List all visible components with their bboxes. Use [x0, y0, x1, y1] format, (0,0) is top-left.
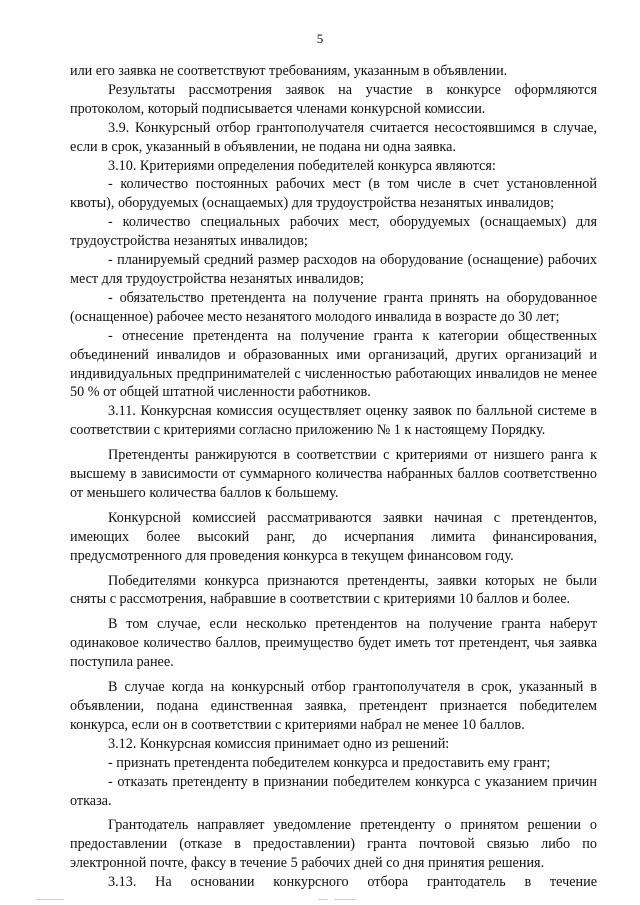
paragraph: - отнесение претендента на получение гранта к категории общественных объединений инвалидов и образованных ими организаций, других организаций и индивидуальных предпринимателей с численностью работающих инвалидов не менее 50 % от общей штатной численности работников. [70, 327, 597, 401]
paragraph: 3.12. Конкурсная комиссия принимает одно из решений: [108, 735, 450, 752]
paragraph: - отказать претенденту в признании победителем конкурса с указанием причин отказа. [70, 773, 597, 809]
paragraph: Конкурсной комиссией рассматриваются заявки начиная с претендентов, имеющих более высокий ранг, до исчерпания лимита финансирования, предусмотренного для проведения конкурса в текущем финансовом году. [70, 509, 597, 564]
paragraph: 3.9. Конкурсный отбор грантополучателя считается несостоявшимся в случае, если в срок, указанный в объявлении, не подана ни одна заявка. [70, 119, 597, 155]
page-number: 5 [316, 31, 324, 46]
paragraph: 3.10. Критериями определения победителей конкурса являются: [108, 157, 496, 174]
paragraph: Претенденты ранжируются в соответствии с критериями от низшего ранга к высшему в зависимости от суммарного количества набранных баллов соответственно от меньшего количества баллов к большему. [70, 447, 597, 501]
paragraph: - обязательство претендента на получение гранта принять на оборудованное (оснащенное) рабочее место незанятого молодого инвалида в возрасте до 30 лет; [70, 289, 597, 325]
paragraph: 3.11. Конкурсная комиссия осуществляет оценку заявок по балльной системе в соответствии с критериями согласно приложению № 1 к настоящему Порядку. [70, 403, 597, 439]
paragraph: Результаты рассмотрения заявок на участие в конкурсе оформляются протоколом, который подписывается членами конкурсной комиссии. [70, 81, 597, 117]
paragraph: В том случае, если несколько претендентов на получение гранта наберут одинаковое количество баллов, преимущество будет иметь тот претендент, чья заявка поступила ранее. [70, 616, 597, 671]
document-body [70, 62, 597, 892]
paragraph: или его заявка не соответствуют требованиям, указанным в объявлении. [70, 63, 508, 79]
paragraph: - планируемый средний размер расходов на оборудование (оснащение) рабочих мест для трудоустройства незанятых инвалидов; [70, 252, 597, 287]
paragraph: - признать претендента победителем конкурса и предоставить ему грант; [108, 754, 551, 771]
paragraph: В случае когда на конкурсный отбор грантополучателя в срок, указанный в объявлении, подана единственная заявка, претендент признается победителем конкурса, если он в соответствии с критериями набрал не менее 10 баллов. [70, 679, 597, 733]
paragraph: - количество постоянных рабочих мест (в том числе в счет установленной квоты), оборудуемых (оснащаемых) для трудоустройства незанятых инвалидов; [70, 176, 597, 212]
scan-edge-marks [0, 895, 640, 905]
paragraph: Грантодатель направляет уведомление претенденту о принятом решении о предоставлении (отказе в предоставлении) гранта почтовой связью либо по электронной почте, факсу в течение 5 рабочих дней со дня принятия решения. [70, 817, 597, 872]
paragraph: 3.13. На основании конкурсного отбора грантодатель в течение [108, 874, 597, 891]
paragraph: - количество специальных рабочих мест, оборудуемых (оснащаемых) для трудоустройства незанятых инвалидов; [70, 214, 597, 250]
paragraph: Победителями конкурса признаются претенденты, заявки которых не были сняты с рассмотрения, набравшие в соответствии с критериями 10 баллов и более. [70, 572, 597, 608]
